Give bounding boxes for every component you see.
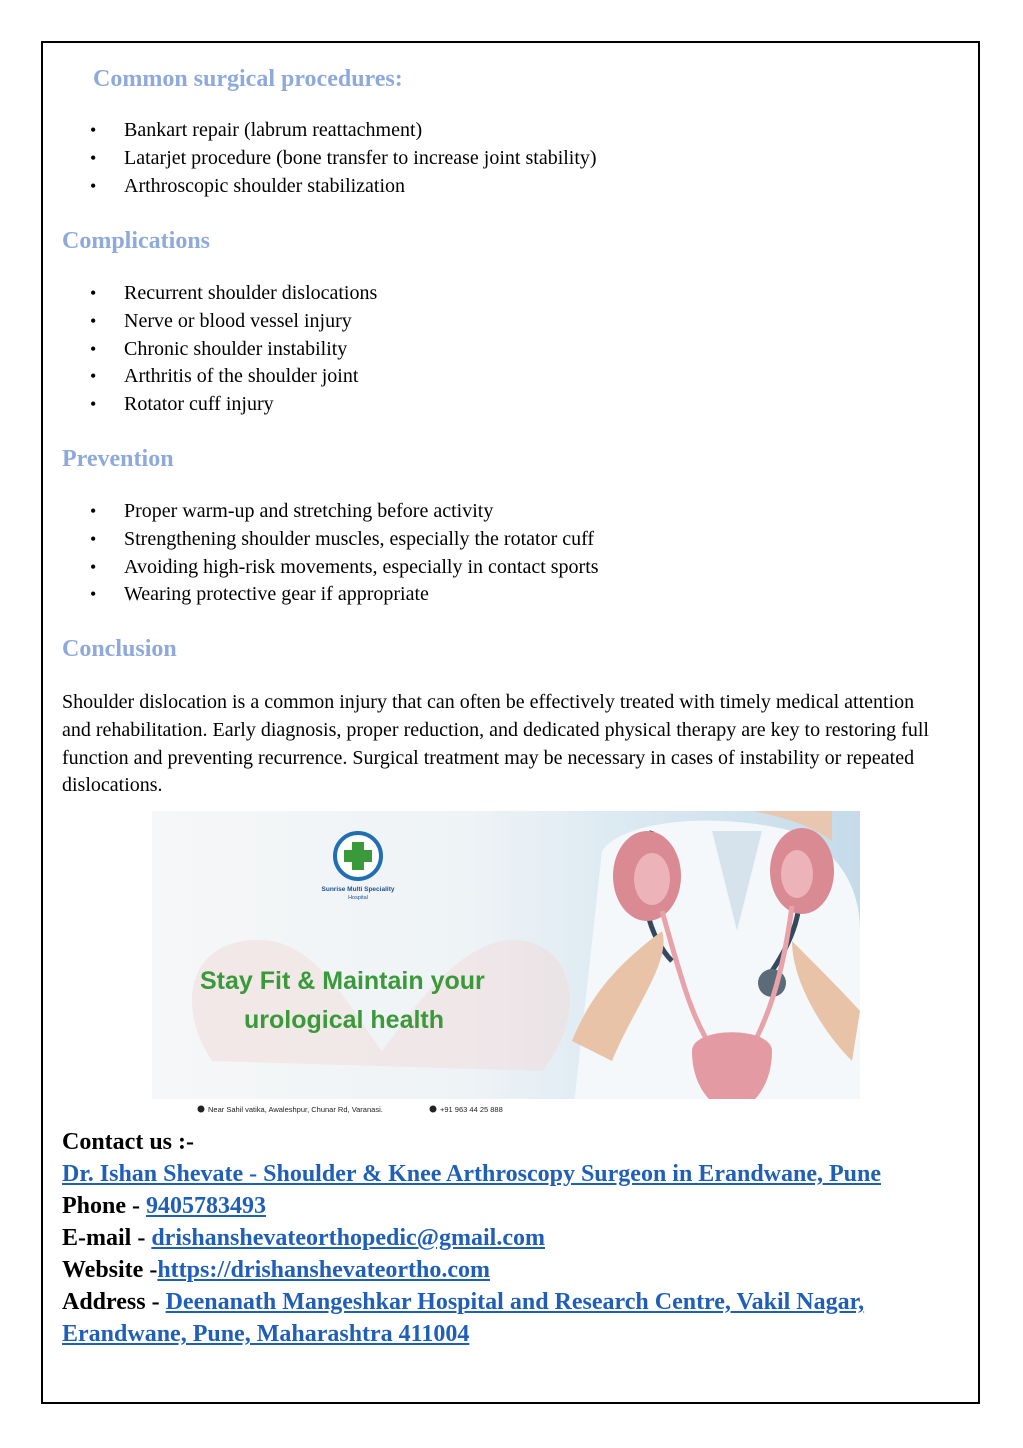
list-item: • Bankart repair (labrum reattachment) (90, 117, 597, 145)
doctor-link[interactable]: Dr. Ishan Shevate - Shoulder & Knee Arthroscopy Surgeon in Erandwane, Pune (62, 1161, 881, 1187)
conclusion-paragraph: Shoulder dislocation is a common injury that can often be effectively treated with timely medical attention and rehabilitation. Early diagnosis, proper reduction, and dedicated physical therapy are key to restoring full function and preventing recurrence. Surgical treatment may be necessary in cases of instability or repeated dislocations. (62, 691, 929, 797)
section-heading-complications: Complications (62, 228, 211, 254)
list-item: • Avoiding high-risk movements, especially in contact sports (90, 554, 599, 582)
list-item: • Nerve or blood vessel injury (90, 308, 377, 336)
email-label: E-mail - (62, 1225, 152, 1251)
logo-name-text: Sunrise Multi Speciality (321, 886, 395, 893)
phone-icon (430, 1106, 437, 1113)
banner-headline-line2: urological health (244, 1006, 445, 1034)
address-label: Address - (62, 1289, 166, 1315)
banner-headline-line1: Stay Fit & Maintain your (200, 967, 485, 995)
section-heading-prevention: Prevention (62, 446, 174, 472)
procedures-list (90, 117, 597, 200)
promo-banner-image (152, 811, 860, 1123)
list-item: • Arthroscopic shoulder stabilization (90, 173, 597, 201)
list-item: • Arthritis of the shoulder joint (90, 363, 377, 391)
banner-address: Near Sahil vatika, Awaleshpur, Chunar Rd, Varanasi. (208, 1105, 383, 1114)
logo-subtitle-text: Hospital (348, 895, 368, 901)
list-item: • Proper warm-up and stretching before activity (90, 498, 599, 526)
section-heading-procedures: Common surgical procedures: (93, 66, 403, 92)
email-link[interactable]: drishanshevateorthopedic@gmail.com (151, 1225, 545, 1251)
banner-illustration (152, 811, 860, 1123)
list-item: • Rotator cuff injury (90, 391, 377, 419)
list-item: • Latarjet procedure (bone transfer to increase joint stability) (90, 145, 597, 173)
contact-block (62, 1126, 962, 1350)
prevention-list (90, 498, 599, 609)
banner-phone: +91 963 44 25 888 (440, 1105, 503, 1114)
list-item: • Strengthening shoulder muscles, especially the rotator cuff (90, 526, 599, 554)
section-heading-conclusion: Conclusion (62, 636, 177, 662)
list-item: • Wearing protective gear if appropriate (90, 581, 599, 609)
complications-list (90, 280, 377, 419)
phone-link[interactable]: 9405783493 (146, 1193, 266, 1219)
phone-label: Phone - (62, 1193, 146, 1219)
contact-heading: Contact us :- (62, 1129, 194, 1155)
list-item: • Chronic shoulder instability (90, 336, 377, 364)
website-link[interactable]: https://drishanshevateortho.com (157, 1257, 490, 1283)
address-link[interactable]: Deenanath Mangeshkar Hospital and Research Centre, Vakil Nagar, Erandwane, Pune, Maharashtra 411004 (62, 1289, 865, 1347)
location-pin-icon (198, 1106, 205, 1113)
list-item: • Recurrent shoulder dislocations (90, 280, 377, 308)
website-label: Website - (62, 1257, 158, 1283)
